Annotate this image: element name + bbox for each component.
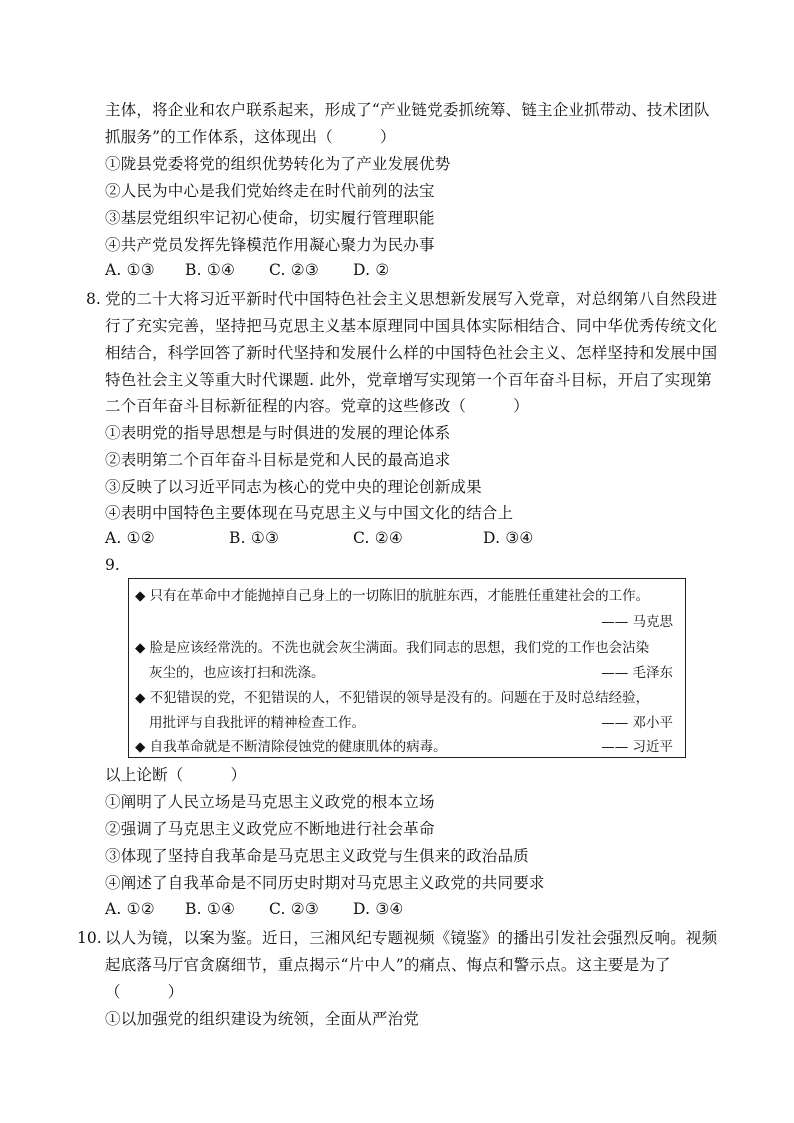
quote-deng-line-2: 用批评与自我批评的精神检查工作。 bbox=[149, 715, 365, 731]
q8-statement-4: ④表明中国特色主要体现在马克思主义与中国文化的结合上 bbox=[105, 504, 514, 522]
q9-stem: 以上论断（ ） bbox=[105, 766, 247, 784]
q7-option-b: B. ①④ bbox=[185, 261, 236, 279]
q8-stem-line-3: 相结合，科学回答了新时代坚持和发展什么样的中国特色社会主义、怎样坚持和发展中国 bbox=[105, 344, 718, 362]
q8-option-c: C. ②④ bbox=[353, 529, 403, 547]
q7-option-d: D. ② bbox=[353, 261, 390, 279]
q8-number: 8. bbox=[86, 290, 101, 308]
quote-mao-author: —— 毛泽东 bbox=[601, 665, 673, 681]
quote-mao-line-2: 灰尘的，也应该打扫和洗涤。 bbox=[149, 665, 325, 681]
q9-statement-4: ④阐述了自我革命是不同历史时期对马克思主义政党的共同要求 bbox=[105, 874, 545, 892]
q8-option-d: D. ③④ bbox=[483, 529, 534, 547]
quote-marx-line-1: ◆ 只有在革命中才能抛掉自己身上的一切陈旧的肮脏东西，才能胜任重建社会的工作。 bbox=[135, 588, 650, 604]
q9-option-d: D. ③④ bbox=[353, 900, 404, 918]
quote-deng-line-1: ◆ 不犯错误的党，不犯错误的人，不犯错误的领导是没有的。问题在于及时总结经验， bbox=[135, 690, 650, 706]
q9-option-a: A. ①② bbox=[105, 900, 155, 918]
q10-number: 10. bbox=[77, 929, 102, 947]
q7-stem-line-1: 主体，将企业和农户联系起来，形成了“产业链党委抓统筹、链主企业抓带动、技术团队 bbox=[105, 101, 710, 119]
q7-statement-4: ④共产党员发挥先锋模范作用凝心聚力为民办事 bbox=[105, 236, 435, 254]
q7-option-c: C. ②③ bbox=[269, 261, 319, 279]
q8-statement-2: ②表明第二个百年奋斗目标是党和人民的最高追求 bbox=[105, 451, 451, 469]
q9-statement-3: ③体现了坚持自我革命是马克思主义政党与生俱来的政治品质 bbox=[105, 847, 529, 865]
q9-statement-1: ①阐明了人民立场是马克思主义政党的根本立场 bbox=[105, 793, 435, 811]
quote-xi-line-1: ◆ 自我革命就是不断清除侵蚀党的健康肌体的病毒。 bbox=[135, 739, 447, 755]
q9-number: 9. bbox=[105, 556, 120, 574]
q8-option-a: A. ①② bbox=[105, 529, 155, 547]
q7-statement-3: ③基层党组织牢记初心使命，切实履行管理职能 bbox=[105, 209, 435, 227]
q7-option-a: A. ①③ bbox=[105, 261, 155, 279]
q9-options bbox=[105, 899, 404, 919]
q8-stem-line-2: 行了充实完善，坚持把马克思主义基本原理同中国具体实际相结合、同中华优秀传统文化 bbox=[105, 317, 718, 335]
q8-statement-1: ①表明党的指导思想是与时俱进的发展的理论体系 bbox=[105, 424, 451, 442]
q8-stem-line-1: 党的二十大将习近平新时代中国特色社会主义思想新发展写入党章，对总纲第八自然段进 bbox=[105, 290, 718, 308]
q7-stem-line-2: 抓服务”的工作体系，这体现出（ ） bbox=[105, 128, 396, 146]
q9-option-c: C. ②③ bbox=[269, 900, 319, 918]
q7-options bbox=[105, 260, 389, 280]
q7-statement-1: ①陇县党委将党的组织优势转化为了产业发展优势 bbox=[105, 155, 451, 173]
quote-xi-author: —— 习近平 bbox=[601, 739, 673, 755]
q10-stem-line-2: 起底落马厅官贪腐细节，重点揭示“片中人”的痛点、悔点和警示点。这主要是为了 bbox=[105, 956, 671, 974]
q10-statement-1: ①以加强党的组织建设为统领，全面从严治党 bbox=[105, 1010, 420, 1028]
q8-stem-line-5: 二个百年奋斗目标新征程的内容。党章的这些修改（ ） bbox=[105, 397, 529, 415]
q8-stem-line-4: 特色社会主义等重大时代课题. 此外，党章增写实现第一个百年奋斗目标，开启了实现第 bbox=[105, 371, 712, 389]
q9-quote-box bbox=[128, 578, 686, 758]
q8-statement-3: ③反映了以习近平同志为核心的党中央的理论创新成果 bbox=[105, 478, 482, 496]
q8-option-b: B. ①③ bbox=[229, 529, 280, 547]
quote-deng-author: —— 邓小平 bbox=[601, 715, 673, 731]
q8-options bbox=[105, 528, 534, 548]
quote-mao-line-1: ◆ 脸是应该经常洗的。不洗也就会灰尘满面。我们同志的思想，我们党的工作也会沾染 bbox=[135, 640, 650, 656]
q9-option-b: B. ①④ bbox=[185, 900, 236, 918]
q10-stem-line-3: （ ） bbox=[105, 983, 184, 1001]
q10-stem-line-1: 以人为镜，以案为鉴。近日，三湘风纪专题视频《镜鉴》的播出引发社会强烈反响。视频 bbox=[105, 929, 718, 947]
q7-statement-2: ②人民为中心是我们党始终走在时代前列的法宝 bbox=[105, 182, 435, 200]
q9-statement-2: ②强调了马克思主义政党应不断地进行社会革命 bbox=[105, 820, 435, 838]
quote-marx-author: —— 马克思 bbox=[601, 614, 673, 630]
